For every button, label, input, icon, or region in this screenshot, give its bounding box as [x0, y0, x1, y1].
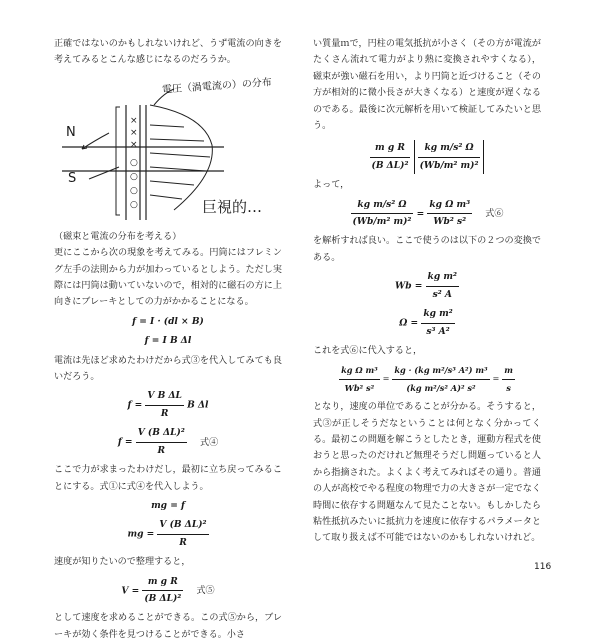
- flux-current-figure: [54, 75, 282, 225]
- denominator: R: [157, 444, 166, 456]
- fraction: [142, 574, 183, 608]
- fraction: [421, 306, 454, 340]
- denominator: Wb² s²: [344, 382, 375, 393]
- denominator: Wb² s²: [433, 216, 467, 228]
- denominator: (B ΔL)²: [371, 159, 409, 171]
- paragraph: として速度を求めることができる。この式⑤から，ブレーキが効く条件を見つけることができる。小さ: [54, 613, 282, 640]
- numerator: kg m/s² Ω: [418, 140, 481, 157]
- figure-label-s: S: [68, 170, 77, 186]
- denominator: s: [506, 382, 511, 393]
- paragraph: ここで力が求まったわけだし，最初に立ち戻ってみることにする。式①に式④を代入しよう。: [54, 465, 282, 492]
- svg-text:×: ×: [130, 127, 138, 138]
- numerator: kg · (kg m²/s³ A²) m³: [392, 362, 489, 379]
- figure-label-n: N: [66, 124, 76, 140]
- right-column: [313, 36, 541, 547]
- equation: f = I · (dl × B): [132, 315, 204, 327]
- denominator: (Wb/m² m)²: [419, 159, 479, 171]
- numerator: m g R: [142, 574, 183, 591]
- paragraph: 更にここから次の現象を考えてみる。円筒にはフレミング左手の法則から力が加わっているとしよう。ただし実際には円筒は動いていないので，相対的に磁石の方に上向きにブレーキとしての力がかかることになる。: [54, 248, 282, 308]
- eq-lhs: Ω =: [399, 317, 419, 329]
- numerator: kg Ω m³: [339, 362, 380, 379]
- numerator: V (B ΔL)²: [157, 517, 208, 534]
- svg-text:×: ×: [130, 115, 138, 126]
- eq-lhs: mg =: [127, 528, 155, 540]
- svg-text:○: ○: [130, 157, 138, 168]
- denominator: (kg m²/s² A)² s²: [406, 382, 476, 393]
- numerator: V B ΔL: [145, 388, 184, 405]
- equation: [313, 197, 541, 231]
- paragraph: 速度が知りたいので整理すると，: [54, 557, 191, 568]
- numerator: kg Ω m³: [427, 197, 472, 214]
- denominator: s² A: [432, 288, 452, 300]
- fraction: [502, 362, 515, 396]
- numerator: m: [502, 362, 515, 379]
- fraction: [426, 269, 459, 303]
- denominator: s³ A²: [426, 325, 450, 337]
- fraction: [418, 140, 481, 174]
- fraction: [351, 197, 414, 231]
- eq-lhs: f =: [117, 436, 133, 448]
- svg-text:○: ○: [130, 199, 138, 210]
- paragraph: よって，: [313, 180, 350, 191]
- svg-text:○: ○: [130, 171, 138, 182]
- equation: [313, 306, 541, 340]
- numerator: kg m²: [421, 306, 454, 323]
- eq-lhs: V =: [121, 584, 140, 596]
- eq-lhs: f =: [127, 399, 143, 411]
- denominator: (Wb/m² m)²: [352, 216, 412, 228]
- paragraph: 電流は先ほど求めたわけだから式③を代入してみても良いだろう。: [54, 355, 282, 383]
- paragraph: い質量ｍで，円柱の電気抵抗が小さく（その方が電流がたくさん流れて電力がより熱に変換されやすくなる），磁束が強い磁石を用い，より円筒と近づけること（その方が相対的に微小長さが大きくなる）と速度が遅くなるのである。最後に次元解析を用いて検証してみたいと思う。: [313, 39, 541, 132]
- denominator: R: [160, 407, 169, 419]
- fraction: [370, 140, 411, 174]
- equation: [54, 388, 282, 422]
- equation: [313, 269, 541, 303]
- equation: [54, 517, 282, 551]
- figure-label-top: 電圧（渦電流の）の分布: [161, 76, 273, 96]
- numerator: kg m²: [426, 269, 459, 286]
- fraction: [145, 388, 184, 422]
- fraction: [157, 517, 208, 551]
- equation: mg = f: [151, 499, 185, 511]
- paragraph: を解析すれば良い。ここで使うのは以下の２つの変換である。: [313, 236, 541, 263]
- denominator: (B ΔL)²: [144, 592, 182, 604]
- paragraph: 正確ではないのかもしれないけれど、うず電流の向きを考えてみるとこんな感じになるのだろうか。: [54, 39, 282, 66]
- unit-bracket: [414, 140, 485, 174]
- equation: $\frac{\text{kg Ω m³}}{\text{Wb² s²}}$ = $\frac{\text{kg · (kg m²/s³ A²) m³}}{\text{(kg m²/s² A)² s²}}$ = $\frac{m}{s}$: [313, 362, 541, 396]
- fraction: [427, 197, 472, 231]
- left-column: [54, 36, 282, 643]
- equation: [54, 574, 282, 608]
- svg-text:×: ×: [130, 139, 138, 150]
- figure-caption: （磁束と電流の分布を考える）: [54, 231, 182, 242]
- fraction: [392, 362, 489, 396]
- numerator: kg m/s² Ω: [351, 197, 414, 214]
- numerator: V (B ΔL)²: [136, 425, 187, 442]
- numerator: m g R: [370, 140, 411, 157]
- page-number: 116: [534, 562, 552, 572]
- figure-label-bottom: 巨視的…: [202, 197, 263, 216]
- svg-text:○: ○: [130, 185, 138, 196]
- equals-sign: =: [416, 208, 425, 220]
- fraction: [339, 362, 380, 396]
- paragraph: となり，速度の単位であることが分かる。そうすると，式③が正しそうだなということは何となく分かってくる。最初この問題を解こうとしたとき，運動方程式を使おうと思ったのだけれど無理そうだし問題っていると人から指摘された。よくよく考えてみればその通り。普通の人が高校でやる程度の物理で力の大きさが一定でなく時間に依存する問題なんて見たことない。もしかしたら粘性抵抗みたいに抵抗力を速度に依存するパラメータとして取り扱えば不可能ではないのかもしれないけれど。: [313, 402, 541, 544]
- fraction: [136, 425, 187, 459]
- equation: [54, 425, 282, 459]
- paragraph: これを式⑥に代入すると，: [313, 345, 423, 356]
- eq-tail: B Δl: [187, 399, 209, 411]
- equation: f = I B Δl: [144, 335, 192, 347]
- equation-label: 式⑤: [196, 585, 215, 596]
- denominator: R: [179, 536, 187, 548]
- equation-label: 式④: [199, 437, 219, 448]
- equation: [313, 140, 541, 174]
- eq-lhs: Wb =: [395, 280, 423, 292]
- equation-label: 式⑥: [485, 209, 504, 220]
